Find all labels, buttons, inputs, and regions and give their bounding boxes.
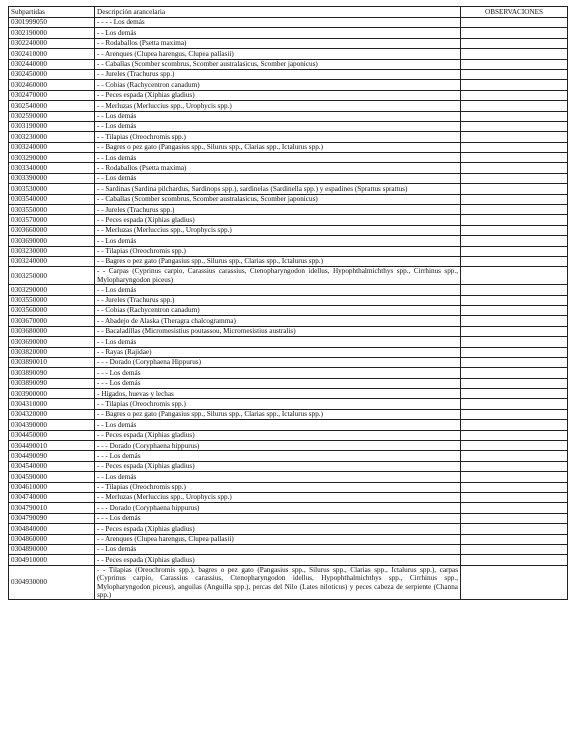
subpartida-code: 0303250000: [9, 267, 95, 285]
tariff-description: - - - Los demás: [95, 378, 461, 388]
tariff-description: - - Tilapias (Oreochromis spp.): [95, 132, 461, 142]
observaciones-cell: [461, 368, 568, 378]
observaciones-cell: [461, 267, 568, 285]
subpartida-code: 0303660000: [9, 225, 95, 235]
tariff-description: - - Los demás: [95, 337, 461, 347]
observaciones-cell: [461, 378, 568, 388]
table-row: [9, 513, 568, 523]
subpartida-code: 0304890000: [9, 544, 95, 554]
tariff-description: - - Tilapias (Oreochromis spp.): [95, 399, 461, 409]
tariff-description: - - Arenques (Clupea harengus, Clupea pallasii): [95, 49, 461, 59]
subpartida-code: 0303690000: [9, 236, 95, 246]
document-page: [8, 6, 567, 600]
observaciones-cell: [461, 305, 568, 315]
observaciones-cell: [461, 132, 568, 142]
subpartida-code: 0302190000: [9, 28, 95, 38]
tariff-description: - - - Dorado (Coryphaena Hippurus): [95, 357, 461, 367]
observaciones-cell: [461, 534, 568, 544]
observaciones-cell: [461, 503, 568, 513]
tariff-description: - - Los demás: [95, 285, 461, 295]
subpartida-code: 0303290000: [9, 285, 95, 295]
observaciones-cell: [461, 111, 568, 121]
table-row: [9, 80, 568, 90]
table-row: [9, 153, 568, 163]
tariff-description: - - - - Los demás: [95, 18, 461, 28]
tariff-description: - - Bagres o pez gato (Pangasius spp., Silurus spp., Clarias spp., Ictalurus spp.): [95, 142, 461, 152]
subpartida-code: 0302590000: [9, 111, 95, 121]
tariff-description: - - Jureles (Trachurus spp.): [95, 205, 461, 215]
table-row: [9, 378, 568, 388]
subpartida-code: 0304310000: [9, 399, 95, 409]
tariff-description: - - Peces espada (Xiphias gladius): [95, 215, 461, 225]
table-body: [9, 18, 568, 600]
observaciones-cell: [461, 101, 568, 111]
table-row: [9, 246, 568, 256]
table-row: [9, 503, 568, 513]
tariff-description: - - Caballas (Scomber scombrus, Scomber australasicus, Scomber japonicus): [95, 59, 461, 69]
tariff-description: - - Merluzas (Merluccius spp., Urophycis spp.): [95, 493, 461, 503]
table-row: [9, 194, 568, 204]
table-row: [9, 441, 568, 451]
observaciones-cell: [461, 246, 568, 256]
tariff-description: - - Peces espada (Xiphias gladius): [95, 430, 461, 440]
subpartida-code: 0303530000: [9, 184, 95, 194]
observaciones-cell: [461, 357, 568, 367]
observaciones-cell: [461, 295, 568, 305]
table-row: [9, 215, 568, 225]
tariff-description: - - - Dorado (Coryphaena hippurus): [95, 441, 461, 451]
observaciones-cell: [461, 430, 568, 440]
observaciones-cell: [461, 472, 568, 482]
table-row: [9, 493, 568, 503]
table-row: [9, 111, 568, 121]
table-row: [9, 69, 568, 79]
observaciones-cell: [461, 285, 568, 295]
subpartida-code: 0304930000: [9, 565, 95, 600]
observaciones-cell: [461, 205, 568, 215]
tariff-description: - - Los demás: [95, 28, 461, 38]
table-row: [9, 59, 568, 69]
observaciones-cell: [461, 565, 568, 600]
observaciones-cell: [461, 544, 568, 554]
observaciones-cell: [461, 451, 568, 461]
subpartida-code: 0302540000: [9, 101, 95, 111]
subpartida-code: 0303390000: [9, 173, 95, 183]
observaciones-cell: [461, 18, 568, 28]
subpartida-code: 0303240000: [9, 256, 95, 266]
table-row: [9, 565, 568, 600]
subpartida-code: 0303230000: [9, 132, 95, 142]
subpartida-code: 0304860000: [9, 534, 95, 544]
tariff-description: - - Merluzas (Merluccius spp., Urophycis spp.): [95, 225, 461, 235]
tariff-description: - - Bagres o pez gato (Pangasius spp., Silurus spp., Clarias spp., Ictalurus spp.): [95, 409, 461, 419]
observaciones-cell: [461, 409, 568, 419]
observaciones-cell: [461, 420, 568, 430]
table-row: [9, 285, 568, 295]
tariff-description: - - Tilapias (Oreochromis spp.): [95, 482, 461, 492]
subpartida-code: 0304590000: [9, 472, 95, 482]
observaciones-cell: [461, 215, 568, 225]
subpartida-code: 0303340000: [9, 163, 95, 173]
subpartida-code: 0304790010: [9, 503, 95, 513]
table-row: [9, 184, 568, 194]
tariff-description: - - Peces espada (Xiphias gladius): [95, 524, 461, 534]
tariff-description: - - Jureles (Trachurus spp.): [95, 295, 461, 305]
observaciones-cell: [461, 90, 568, 100]
subpartida-code: 0303670000: [9, 316, 95, 326]
subpartida-code: 0302440000: [9, 59, 95, 69]
tariff-description: - - Bagres o pez gato (Pangasius spp., Silurus spp., Clarias spp., Ictalurus spp.): [95, 256, 461, 266]
tariff-description: - - - Dorado (Coryphaena hippurus): [95, 503, 461, 513]
table-row: [9, 28, 568, 38]
tariff-description: - - Jureles (Trachurus spp.): [95, 69, 461, 79]
tariff-description: - - Peces espada (Xiphias gladius): [95, 90, 461, 100]
table-row: [9, 236, 568, 246]
observaciones-cell: [461, 441, 568, 451]
observaciones-cell: [461, 173, 568, 183]
tariff-description: - - - Los demás: [95, 513, 461, 523]
tariff-description: - - Los demás: [95, 153, 461, 163]
tariff-description: - - Cobias (Rachycentron canadum): [95, 305, 461, 315]
tariff-description: - - Arenques (Clupea harengus, Clupea pallasii): [95, 534, 461, 544]
subpartida-code: 0303890010: [9, 357, 95, 367]
subpartida-code: 0303550000: [9, 205, 95, 215]
tariff-description: - Hígados, huevas y lechas: [95, 389, 461, 399]
subpartida-code: 0303550000: [9, 295, 95, 305]
subpartida-code: 0303190000: [9, 121, 95, 131]
header-subpartidas: Subpartidas: [9, 7, 95, 18]
subpartida-code: 0304610000: [9, 482, 95, 492]
observaciones-cell: [461, 337, 568, 347]
subpartida-code: 0304840000: [9, 524, 95, 534]
subpartida-code: 0304540000: [9, 461, 95, 471]
observaciones-cell: [461, 80, 568, 90]
tariff-description: - - Los demás: [95, 111, 461, 121]
observaciones-cell: [461, 184, 568, 194]
tariff-description: - - Los demás: [95, 173, 461, 183]
observaciones-cell: [461, 194, 568, 204]
table-row: [9, 409, 568, 419]
tariff-description: - - Tilapias (Oreochromis spp.), bagres o pez gato (Pangasius spp., Silurus spp., Clarias spp., Ictalurus spp.), carpas (Cyprinus carpio, Carassius carassius, Ctenopharyngodon idellus, Hypophthalmichthys spp., Cirrhinus spp., Mylopharyngodon piceus), anguilas (Anguilla spp.), percas del Nilo (Lates niloticus) y peces cabeza de serpiente (Channa spp.): [95, 565, 461, 600]
subpartida-code: 0303570000: [9, 215, 95, 225]
tariff-table: [8, 6, 568, 600]
table-row: [9, 316, 568, 326]
table-row: [9, 430, 568, 440]
table-row: [9, 295, 568, 305]
table-row: [9, 163, 568, 173]
observaciones-cell: [461, 256, 568, 266]
subpartida-code: 0303820000: [9, 347, 95, 357]
table-row: [9, 534, 568, 544]
tariff-description: - - Caballas (Scomber scombrus, Scomber australasicus, Scomber japonicus): [95, 194, 461, 204]
tariff-description: - - Carpas (Cyprinus carpio, Carassius carassius, Ctenopharyngodon idellus, Hypophthalmichthys spp., Cirrhinus spp., Mylopharyngodon piceus): [95, 267, 461, 285]
table-row: [9, 305, 568, 315]
table-row: [9, 121, 568, 131]
table-row: [9, 472, 568, 482]
subpartida-code: 0303890090: [9, 368, 95, 378]
subpartida-code: 0303230000: [9, 246, 95, 256]
subpartida-code: 0303680000: [9, 326, 95, 336]
subpartida-code: 0303240000: [9, 142, 95, 152]
subpartida-code: 0302410000: [9, 49, 95, 59]
table-row: [9, 326, 568, 336]
tariff-description: - - - Los demás: [95, 368, 461, 378]
tariff-description: - - Tilapias (Oreochromis spp.): [95, 246, 461, 256]
observaciones-cell: [461, 69, 568, 79]
observaciones-cell: [461, 316, 568, 326]
table-row: [9, 18, 568, 28]
tariff-description: - - Los demás: [95, 472, 461, 482]
table-row: [9, 368, 568, 378]
tariff-description: - - Peces espada (Xiphias gladius): [95, 461, 461, 471]
observaciones-cell: [461, 236, 568, 246]
observaciones-cell: [461, 524, 568, 534]
tariff-description: - - Sardinas (Sardina pilchardus, Sardinops spp.), sardinelas (Sardinella spp.) y espadines (Sprattus sprattus): [95, 184, 461, 194]
tariff-description: - - Merluzas (Merluccius spp., Urophycis spp.): [95, 101, 461, 111]
table-row: [9, 389, 568, 399]
table-row: [9, 357, 568, 367]
observaciones-cell: [461, 225, 568, 235]
table-row: [9, 337, 568, 347]
subpartida-code: 0303900000: [9, 389, 95, 399]
table-row: [9, 173, 568, 183]
tariff-description: - - Rodaballos (Psetta maxima): [95, 163, 461, 173]
subpartida-code: 0304450000: [9, 430, 95, 440]
observaciones-cell: [461, 121, 568, 131]
observaciones-cell: [461, 326, 568, 336]
observaciones-cell: [461, 347, 568, 357]
table-row: [9, 524, 568, 534]
subpartida-code: 0302460000: [9, 80, 95, 90]
table-row: [9, 451, 568, 461]
observaciones-cell: [461, 482, 568, 492]
subpartida-code: 0303290000: [9, 153, 95, 163]
observaciones-cell: [461, 59, 568, 69]
table-row: [9, 461, 568, 471]
tariff-description: - - Cobias (Rachycentron canadum): [95, 80, 461, 90]
observaciones-cell: [461, 555, 568, 565]
header-descripcion: Descripción arancelaria: [95, 7, 461, 18]
table-row: [9, 420, 568, 430]
tariff-description: - - Los demás: [95, 121, 461, 131]
tariff-description: - - - Los demás: [95, 451, 461, 461]
observaciones-cell: [461, 513, 568, 523]
table-row: [9, 399, 568, 409]
subpartida-code: 0304740000: [9, 493, 95, 503]
subpartida-code: 0304790090: [9, 513, 95, 523]
observaciones-cell: [461, 163, 568, 173]
observaciones-cell: [461, 493, 568, 503]
tariff-description: - - Los demás: [95, 544, 461, 554]
header-observaciones: OBSERVACIONES: [461, 7, 568, 18]
tariff-description: - - Bacaladillas (Micromesistius poutassou, Micromesistius australis): [95, 326, 461, 336]
observaciones-cell: [461, 49, 568, 59]
subpartida-code: 0303560000: [9, 305, 95, 315]
subpartida-code: 0301999050: [9, 18, 95, 28]
table-row: [9, 347, 568, 357]
tariff-description: - - Peces espada (Xiphias gladius): [95, 555, 461, 565]
table-row: [9, 101, 568, 111]
subpartida-code: 0302450000: [9, 69, 95, 79]
tariff-description: - - Rayas (Rajidae): [95, 347, 461, 357]
subpartida-code: 0302470000: [9, 90, 95, 100]
subpartida-code: 0302240000: [9, 38, 95, 48]
table-row: [9, 482, 568, 492]
observaciones-cell: [461, 399, 568, 409]
table-row: [9, 267, 568, 285]
tariff-description: - - Los demás: [95, 420, 461, 430]
observaciones-cell: [461, 153, 568, 163]
table-row: [9, 142, 568, 152]
tariff-description: - - Los demás: [95, 236, 461, 246]
tariff-description: - - Abadejo de Alaska (Theragra chalcogramma): [95, 316, 461, 326]
tariff-description: - - Rodaballos (Psetta maxima): [95, 38, 461, 48]
observaciones-cell: [461, 142, 568, 152]
subpartida-code: 0304320000: [9, 409, 95, 419]
table-header-row: [9, 7, 568, 18]
observaciones-cell: [461, 389, 568, 399]
table-row: [9, 49, 568, 59]
table-row: [9, 555, 568, 565]
table-row: [9, 132, 568, 142]
observaciones-cell: [461, 461, 568, 471]
observaciones-cell: [461, 28, 568, 38]
subpartida-code: 0304910000: [9, 555, 95, 565]
table-row: [9, 38, 568, 48]
table-row: [9, 205, 568, 215]
table-row: [9, 225, 568, 235]
subpartida-code: 0304490090: [9, 451, 95, 461]
subpartida-code: 0303540000: [9, 194, 95, 204]
table-row: [9, 90, 568, 100]
subpartida-code: 0304490010: [9, 441, 95, 451]
subpartida-code: 0303690000: [9, 337, 95, 347]
subpartida-code: 0304390000: [9, 420, 95, 430]
table-row: [9, 256, 568, 266]
subpartida-code: 0303890090: [9, 378, 95, 388]
table-row: [9, 544, 568, 554]
observaciones-cell: [461, 38, 568, 48]
